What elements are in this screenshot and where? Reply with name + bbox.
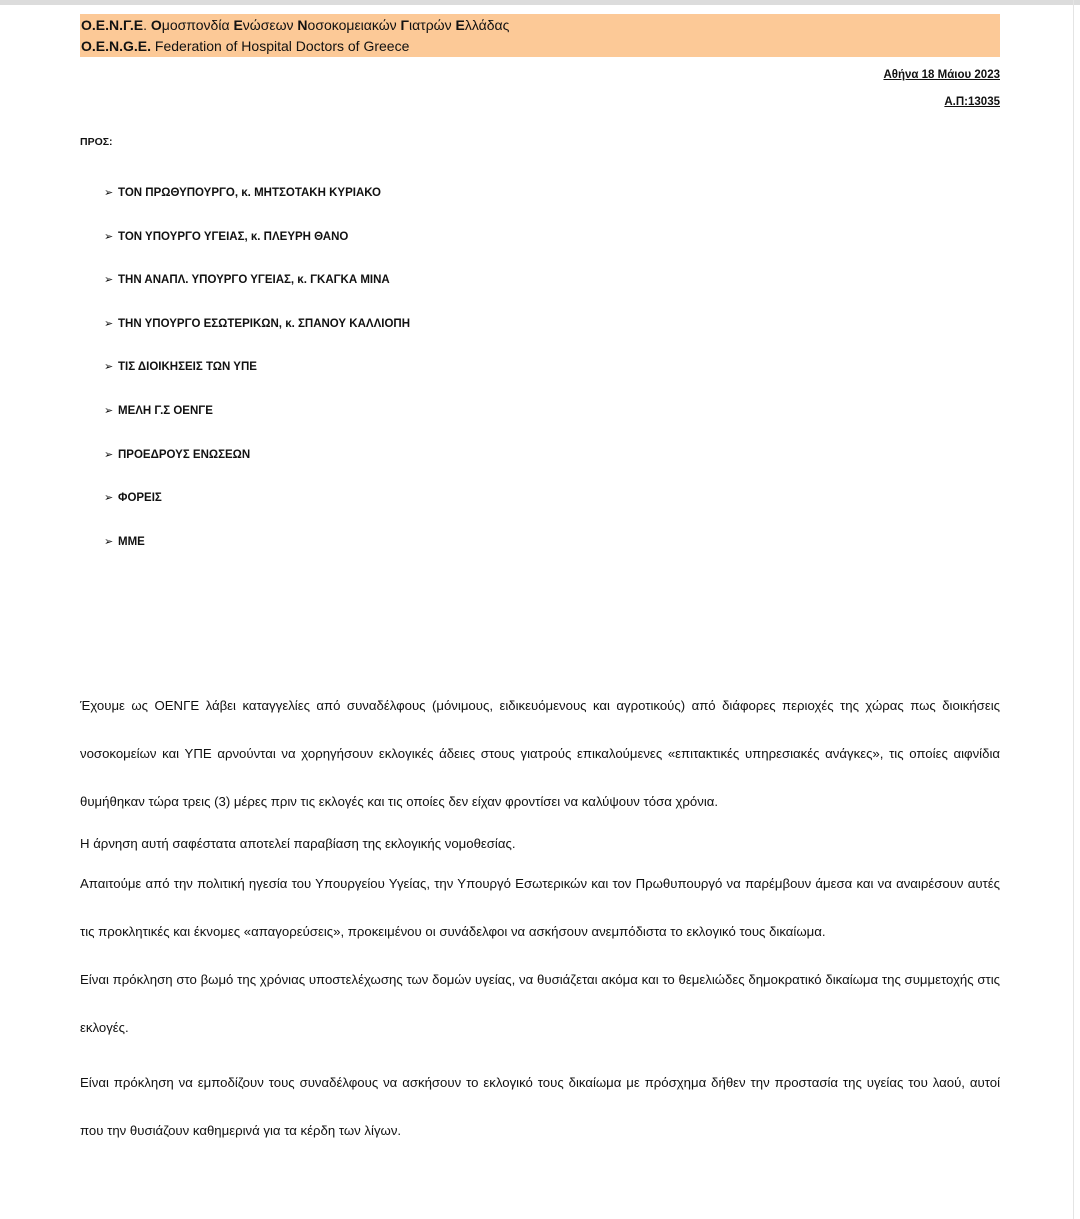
recipient-item <box>104 185 410 229</box>
recipient-name: ΠΡΟΕΔΡΟΥΣ ΕΝΩΣΕΩΝ <box>118 448 251 461</box>
letter-body <box>80 682 1000 1155</box>
recipient-item <box>104 229 410 273</box>
recipients-label: ΠΡΟΣ: <box>80 136 113 148</box>
recipient-name: ΜΕΛΗ Γ.Σ ΟΕΝΓΕ <box>118 404 213 417</box>
paragraph-complaints: Έχουμε ως ΟΕΝΓΕ λάβει καταγγελίες από συναδέλφους (μόνιμους, ειδικευόμενους και αγροτικούς) από διάφορες περιοχές της χώρας πως διοικήσεις νοσοκομείων και ΥΠΕ αρνούνται να χορηγήσουν εκλογικές άδειες στους γιατρούς επικαλούμενες «επιτακτικές υπηρεσιακές ανάγκες», τις οποίες αιφνίδια θυμήθηκαν τώρα τρεις (3) μέρες πριν τις εκλογές και τις οποίες δεν είχαν φροντίσει να καλύψουν τόσα χρόνια. <box>80 698 1000 809</box>
recipient-name: ΜΜΕ <box>118 535 145 548</box>
recipient-item <box>104 403 410 447</box>
letterhead-greek-segment: ιατρών <box>408 17 456 33</box>
recipient-item <box>104 359 410 403</box>
letterhead-greek-segment: οσοκομειακών <box>307 17 401 33</box>
letterhead-greek-segment: Γ <box>400 17 409 33</box>
letterhead-greek-segment: . <box>143 17 151 33</box>
letterhead-greek-segment: μοσπονδία <box>161 17 234 33</box>
recipient-name: ΤΟΝ ΠΡΩΘΥΠΟΥΡΓΟ, κ. ΜΗΤΣΟΤΑΚΗ ΚΥΡΙΑΚΟ <box>118 187 381 199</box>
letterhead-english-abbrev: O.E.N.G.E. <box>81 38 152 54</box>
recipient-name: ΤΗΝ ΑΝΑΠΛ. ΥΠΟΥΡΓΟ ΥΓΕΙΑΣ, κ. ΓΚΑΓΚΑ ΜΙΝΑ <box>118 274 390 287</box>
recipient-name: ΦΟΡΕΙΣ <box>118 492 162 505</box>
arrow-bullet-icon: ➢ <box>104 187 114 199</box>
recipient-item <box>104 316 410 360</box>
letterhead-english-name: Federation of Hospital Doctors of Greece <box>151 38 410 54</box>
letterhead-greek-segment: Ο.Ε.Ν.Γ.Ε <box>81 17 144 33</box>
arrow-bullet-icon: ➢ <box>104 274 114 287</box>
letterhead-greek-segment: νώσεων <box>242 17 298 33</box>
document-date: Αθήνα 18 Μάιου 2023 <box>883 69 1000 81</box>
letterhead-greek <box>81 15 998 36</box>
arrow-bullet-icon: ➢ <box>104 492 114 505</box>
arrow-bullet-icon: ➢ <box>104 535 114 548</box>
arrow-bullet-icon: ➢ <box>104 448 114 461</box>
paragraph-violation: Η άρνηση αυτή σαφέστατα αποτελεί παραβίαση της εκλογικής νομοθεσίας. <box>80 836 516 851</box>
paragraph-pretext: Είναι πρόκληση να εμποδίζουν τους συναδέλφους να ασκήσουν το εκλογικό τους δικαίωμα με πρόσχημα δήθεν την προστασία της υγείας του λαού, αυτοί που την θυσιάζουν καθημερινά για τα κέρδη των λίγων. <box>80 1075 1000 1138</box>
letterhead-greek-segment: Ν <box>297 17 308 33</box>
letterhead-greek-segment: Ο <box>150 17 162 33</box>
recipient-name: ΤΙΣ ΔΙΟΙΚΗΣΕΙΣ ΤΩΝ ΥΠΕ <box>118 361 257 374</box>
paragraph-demand: Απαιτούμε από την πολιτική ηγεσία του Υπουργείου Υγείας, την Υπουργό Εσωτερικών και τον Πρωθυπουργό να παρέμβουν άμεσα και να αναιρέσουν αυτές τις προκλητικές και έκνομες «απαγορεύσεις», προκειμένου οι συνάδελφοι να ασκήσουν ανεμπόδιστα το εκλογικό τους δικαίωμα. <box>80 876 1000 939</box>
page-top-border <box>0 0 1080 5</box>
paragraph-understaffing: Είναι πρόκληση στο βωμό της χρόνιας υποστελέχωσης των δομών υγείας, να θυσιάζεται ακόμα και το θεμελιώδες δημοκρατικό δικαίωμα της συμμετοχής στις εκλογές. <box>80 972 1000 1035</box>
recipient-name: ΤΗΝ ΥΠΟΥΡΓΟ ΕΣΩΤΕΡΙΚΩΝ, κ. ΣΠΑΝΟΥ ΚΑΛΛΙΟΠΗ <box>118 317 410 330</box>
recipient-item <box>104 534 410 578</box>
protocol-number: Α.Π:13035 <box>944 96 1000 108</box>
arrow-bullet-icon: ➢ <box>104 317 114 330</box>
recipient-name: ΤΟΝ ΥΠΟΥΡΓΟ ΥΓΕΙΑΣ, κ. ΠΛΕΥΡΗ ΘΑΝΟ <box>118 230 349 243</box>
letterhead-greek-segment: Ε <box>233 17 243 33</box>
letterhead-band <box>80 14 1000 57</box>
recipient-item <box>104 490 410 534</box>
arrow-bullet-icon: ➢ <box>104 230 114 243</box>
recipients-list <box>104 185 410 577</box>
arrow-bullet-icon: ➢ <box>104 404 114 417</box>
document-page <box>80 14 1000 1138</box>
letterhead-english <box>81 36 998 57</box>
recipient-item <box>104 272 410 316</box>
letterhead-greek-segment: Ε <box>455 17 465 33</box>
recipient-item <box>104 447 410 491</box>
page-right-edge <box>1073 0 1074 1219</box>
letterhead-greek-segment: λλάδας <box>464 17 510 33</box>
arrow-bullet-icon: ➢ <box>104 361 114 374</box>
